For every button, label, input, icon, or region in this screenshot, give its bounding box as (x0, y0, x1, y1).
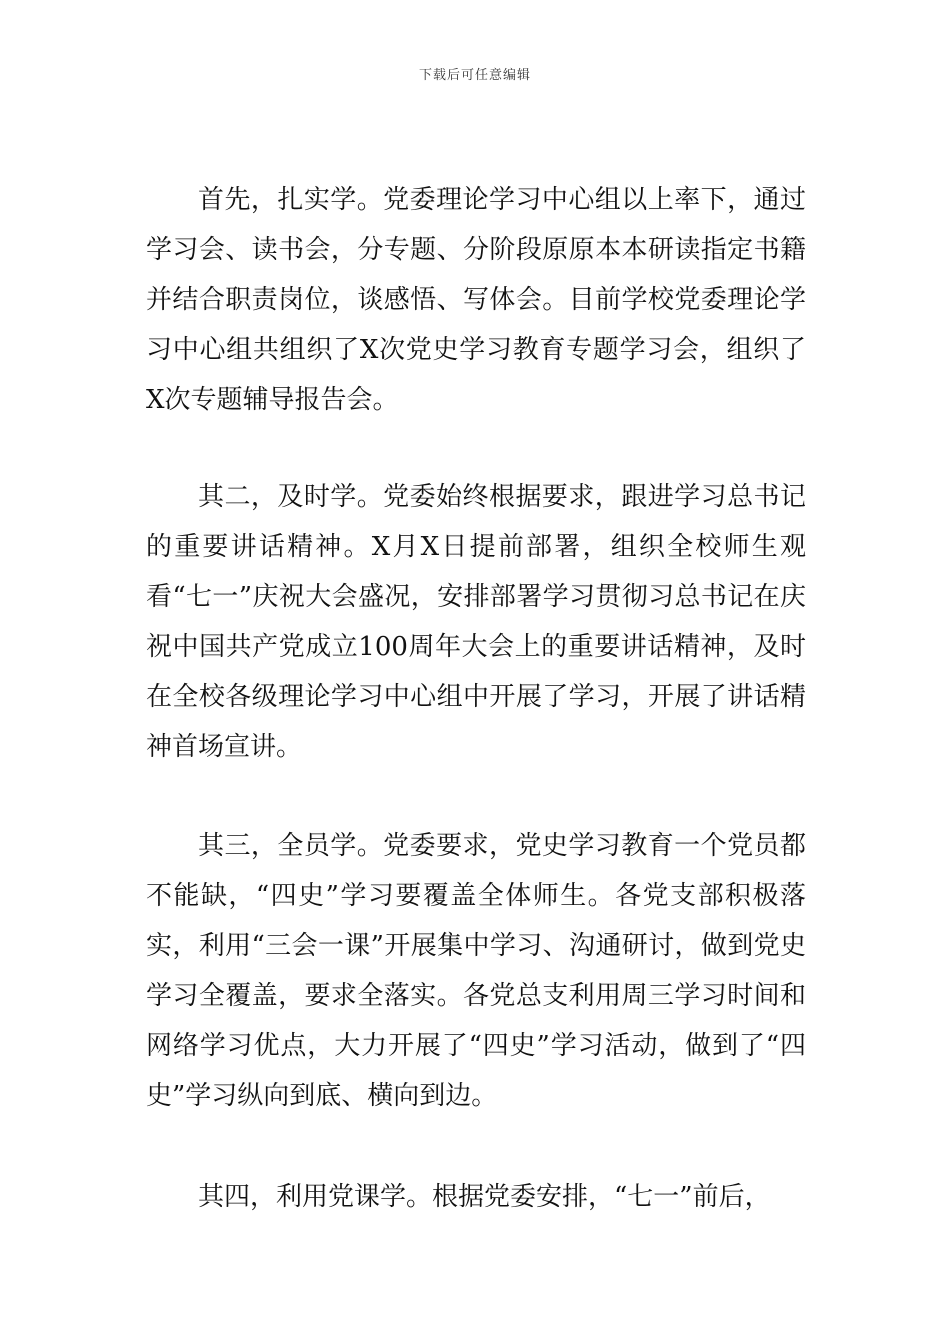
paragraph-3: 其三，全员学。党委要求，党史学习教育一个党员都不能缺，“四史”学习要覆盖全体师生。各党支部积极落实，利用“三会一课”开展集中学习、沟通研讨，做到党史学习全覆盖，要求全落实。各党总支利用周三学习时间和网络学习优点，大力开展了“四史”学习活动，做到了“四史”学习纵向到底、横向到边。 (146, 831, 806, 1111)
paragraph-4: 其四，利用党课学。根据党委安排，“七一”前后， (198, 1182, 771, 1212)
paragraph-2: 其二，及时学。党委始终根据要求，跟进学习总书记的重要讲话精神。X月X日提前部署，组织全校师生观看“七一”庆祝大会盛况，安排部署学习贯彻习总书记在庆祝中国共产党成立100周年大会上的重要讲话精神，及时在全校各级理论学习中心组中开展了学习，开展了讲话精神首场宣讲。 (146, 482, 806, 762)
paragraph-1: 首先，扎实学。党委理论学习中心组以上率下，通过学习会、读书会，分专题、分阶段原原本本研读指定书籍并结合职责岗位，谈感悟、写体会。目前学校党委理论学习中心组共组织了X次党史学习教育专题学习会，组织了X次专题辅导报告会。 (146, 185, 806, 415)
page-header-note: 下载后可任意编辑 (418, 68, 531, 83)
